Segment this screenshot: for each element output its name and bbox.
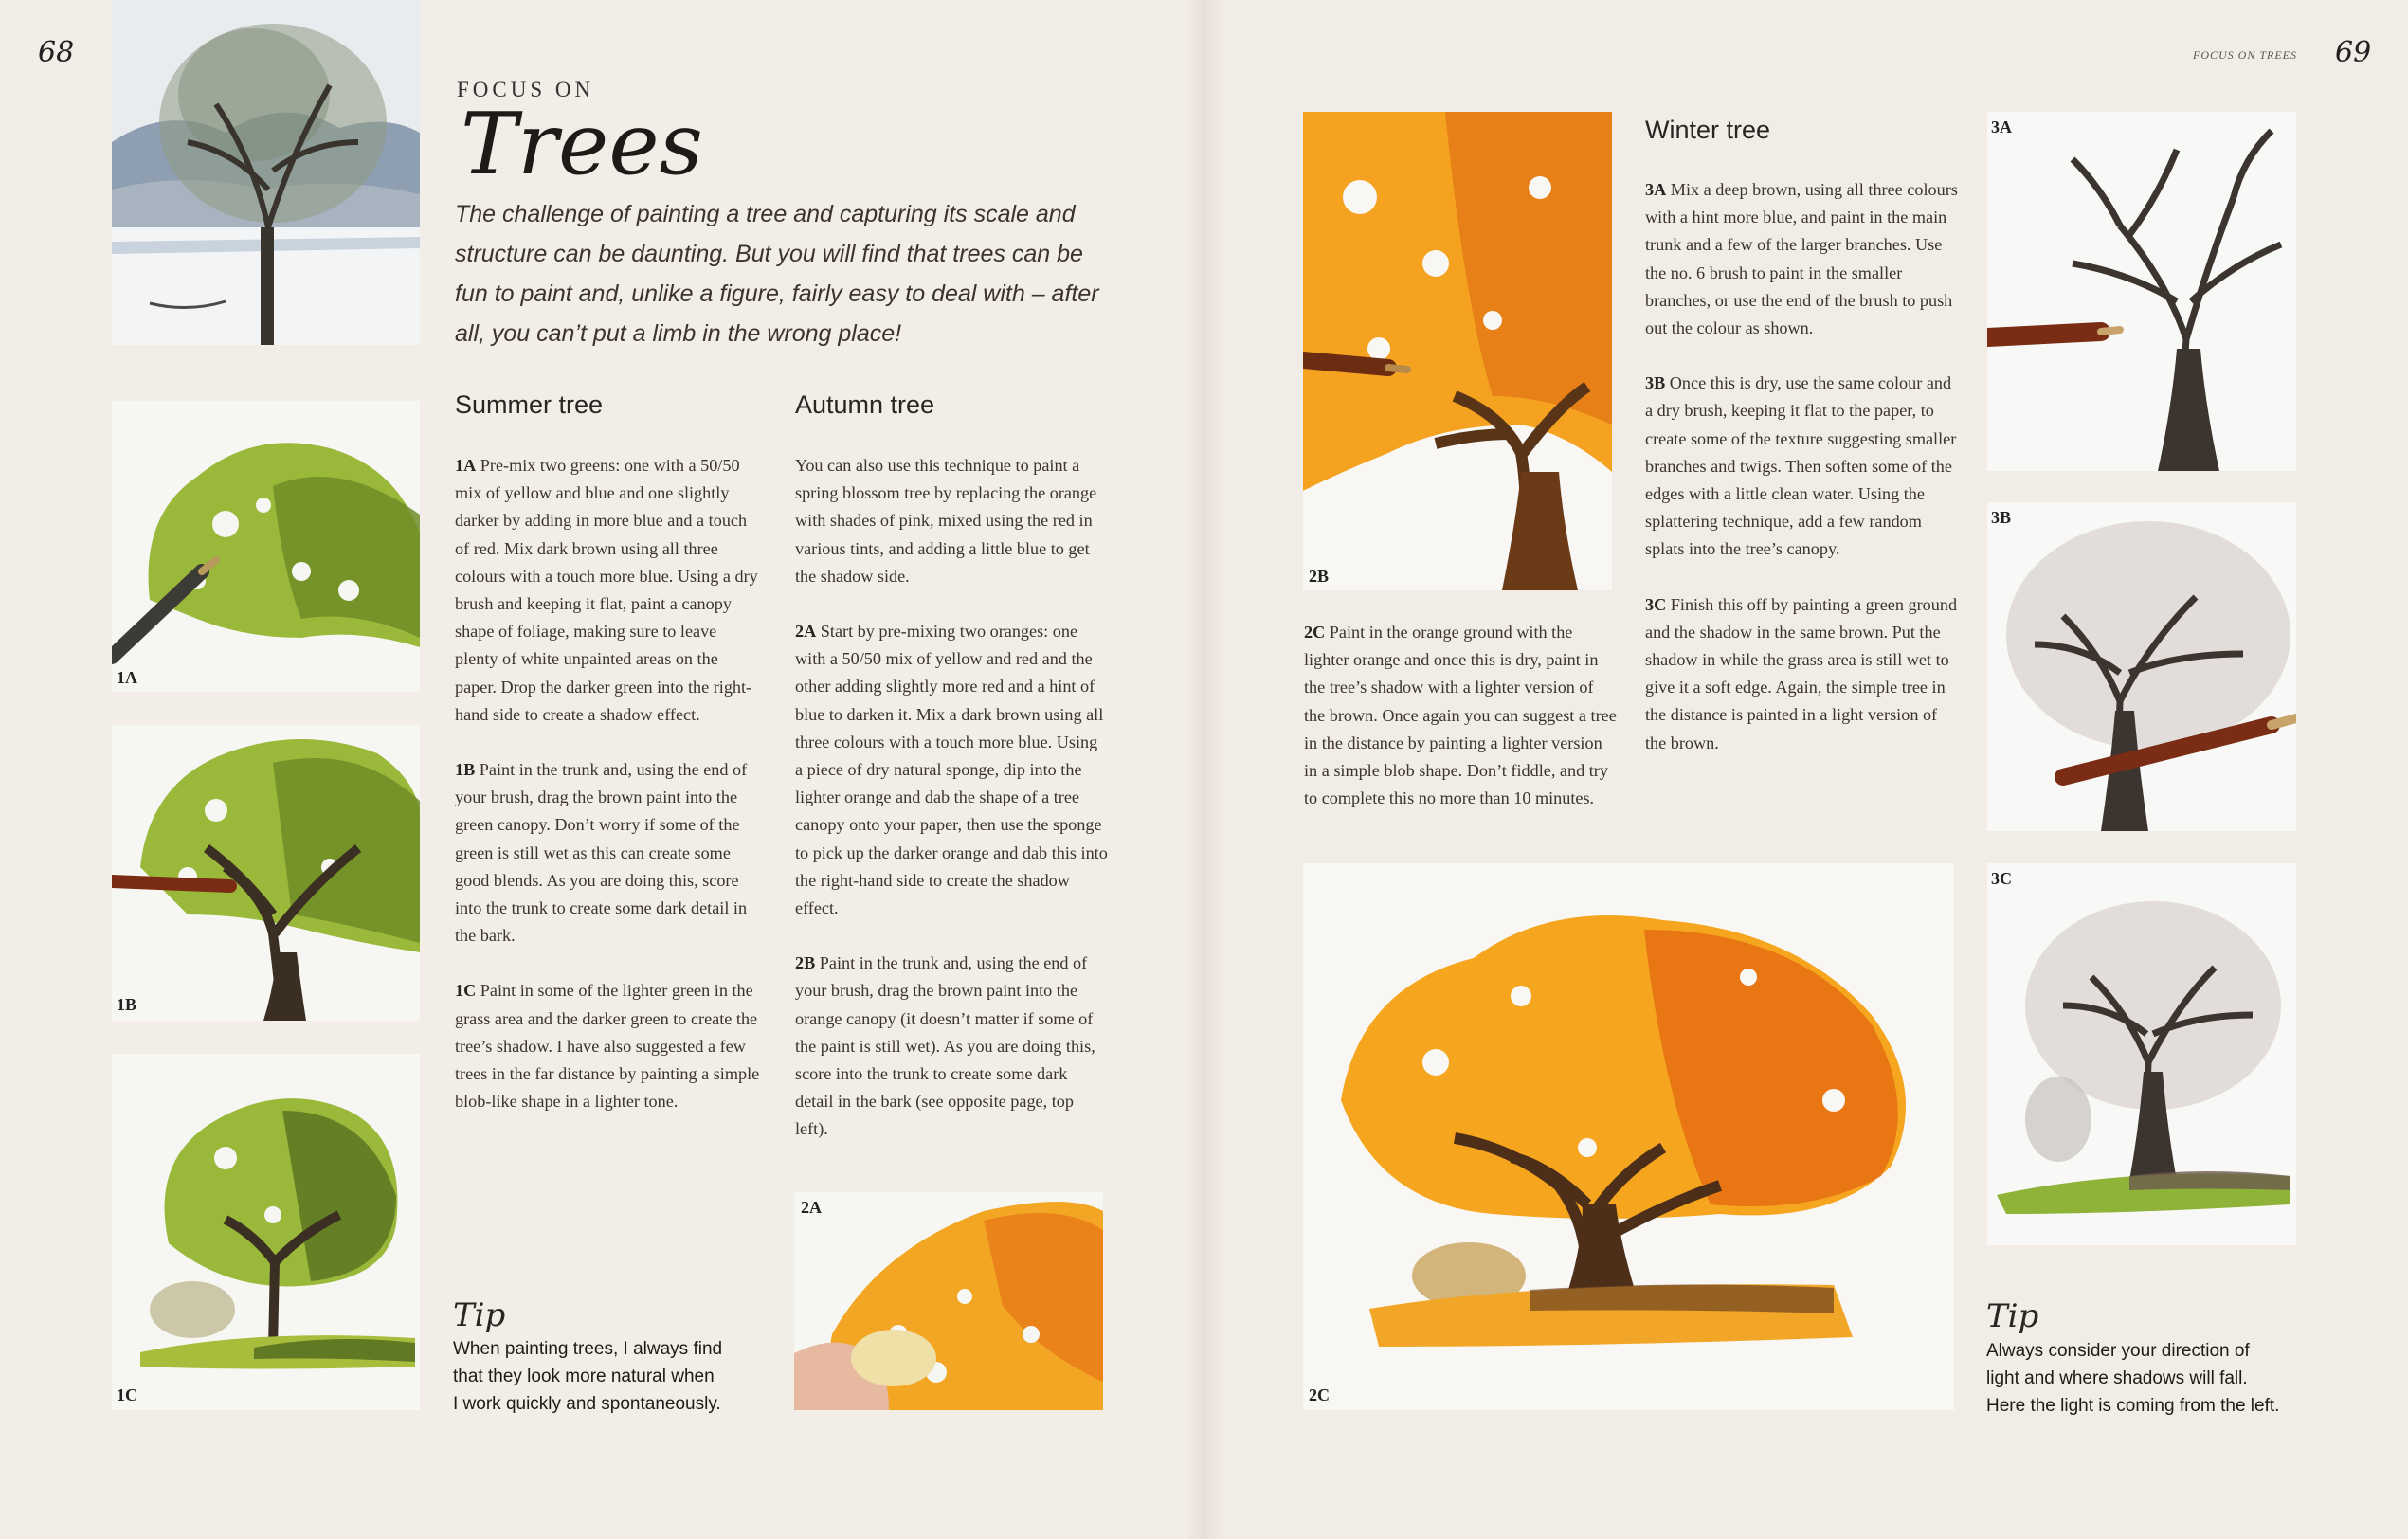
kicker: FOCUS ON (457, 78, 595, 101)
autumn-step-2a: 2A Start by pre-mixing two oranges: one with a 50/50 mix of yellow and red and the other adding slightly more red and a hint of blue to darken it. Mix a dark brown using all three colours with a touch more blue. Using a piece of dry natural sponge, dip into the lighter orange and dab the shape of a tree canopy onto your paper, then use the sponge to pick up the darker orange and dab this into the right-hand side to create the shadow effect. (795, 622, 1108, 918)
autumn-step-2c: 2C Paint in the orange ground with the lighter orange and once this is dry, paint in the tree’s shadow with a lighter version of the brown. Once again you can suggest a tree in the distance by painting a lighter version in a simple blob shape. Don’t fiddle, and try to complete this no more than 10 minutes. (1304, 623, 1617, 808)
page-number-right: 69 (2335, 36, 2372, 69)
caption-2c: 2C (1309, 1385, 1330, 1404)
summer-text (455, 452, 760, 1143)
page-number-left: 68 (38, 36, 75, 69)
autumn-text (795, 452, 1108, 1171)
page-title: Trees (461, 95, 703, 194)
autumn-image-2c (1303, 863, 1954, 1410)
winter-step-3b: 3B Once this is dry, use the same colour and a dry brush, keeping it flat to the paper, to create some of the texture suggesting smaller branches and twigs. Then soften some of the edges with a little clean water. Using the splattering technique, add a few random splats into the tree’s canopy. (1645, 373, 1957, 559)
running-head: FOCUS ON TREES (2193, 48, 2297, 62)
winter-image-3c (1987, 863, 2296, 1245)
summer-heading: Summer tree (455, 390, 604, 419)
summer-step-1a: 1A Pre-mix two greens: one with a 50/50 mix of yellow and blue and one slightly darker by adding in more blue and a touch of red. Mix dark brown using all three colours with a touch more blue. Using a dry brush and keeping it flat, paint a canopy shape of foliage, making sure to leave plenty of white unpainted areas on the paper. Drop the darker green into the right-hand side to create a shadow effect. (455, 456, 758, 724)
caption-3b: 3B (1991, 508, 2012, 527)
winter-landscape-image (112, 0, 420, 345)
winter-text (1645, 176, 1958, 785)
caption-1c: 1C (117, 1385, 137, 1404)
summer-image-1a (112, 401, 420, 692)
summer-step-1b: 1B Paint in the trunk and, using the end of your brush, drag the brown paint into the green canopy. Don’t worry if some of the green is still wet as this can create some good blends. As you are doing this, score into the trunk to create some dark detail in the bark. (455, 760, 748, 946)
summer-image-1b (112, 725, 420, 1021)
autumn-step-2b: 2B Paint in the trunk and, using the end of your brush, drag the brown paint into the orange canopy (it doesn’t matter if some of the paint is still wet). As you are doing this, score into the trunk to create some dark detail in the bark (see opposite page, top left). (795, 953, 1095, 1139)
caption-1b: 1B (117, 995, 137, 1014)
tip-text-left: When painting trees, I always find that they look more natural when I work quickly and spontaneously. (453, 1339, 723, 1414)
tip-title-left: Tip (453, 1296, 506, 1334)
winter-step-3a: 3A Mix a deep brown, using all three colours with a hint more blue, and paint in the main trunk and a few of the larger branches. Use the no. 6 brush to paint in the smaller branches, or use the end of the brush to push out the colour as shown. (1645, 180, 1958, 338)
autumn-heading: Autumn tree (795, 390, 935, 419)
intro-paragraph: The challenge of painting a tree and capturing its scale and structure can be daunting. But you will find that trees can be fun to paint and, unlike a figure, fairly easy to deal with – after all, you can’t put a limb in the wrong place! (455, 201, 1099, 347)
autumn-image-2b (1303, 112, 1612, 590)
summer-step-1c: 1C Paint in some of the lighter green in the grass area and the darker green to create the tree’s shadow. I have also suggested a few trees in the far distance by painting a simple blob-like shape in a lighter tone. (455, 981, 760, 1112)
winter-heading: Winter tree (1645, 116, 1771, 144)
tip-title-right: Tip (1986, 1297, 2039, 1335)
caption-3c: 3C (1991, 869, 2012, 888)
winter-image-3a (1987, 112, 2296, 471)
winter-image-3b (1987, 502, 2296, 831)
gutter (1185, 0, 1222, 1539)
caption-1a: 1A (117, 668, 137, 687)
caption-2a: 2A (801, 1198, 822, 1217)
winter-step-3c: 3C Finish this off by painting a green ground and the shadow in the same brown. Put the shadow in while the grass area is still wet to give it a soft edge. Again, the simple tree in the distance is painted in a light version of the brown. (1645, 594, 1958, 752)
caption-3a: 3A (1991, 118, 2012, 136)
caption-2b: 2B (1309, 567, 1330, 586)
tip-text-right: Always consider your direction of light and where shadows will fall. Here the light is coming from the left. (1986, 1341, 2280, 1416)
summer-image-1c (112, 1054, 420, 1410)
autumn-image-2a (794, 1192, 1103, 1410)
autumn-intro: You can also use this technique to paint a spring blossom tree by replacing the orange with shades of pink, mixed using the red in various tints, and adding a little blue to get the shadow side. (795, 456, 1097, 586)
